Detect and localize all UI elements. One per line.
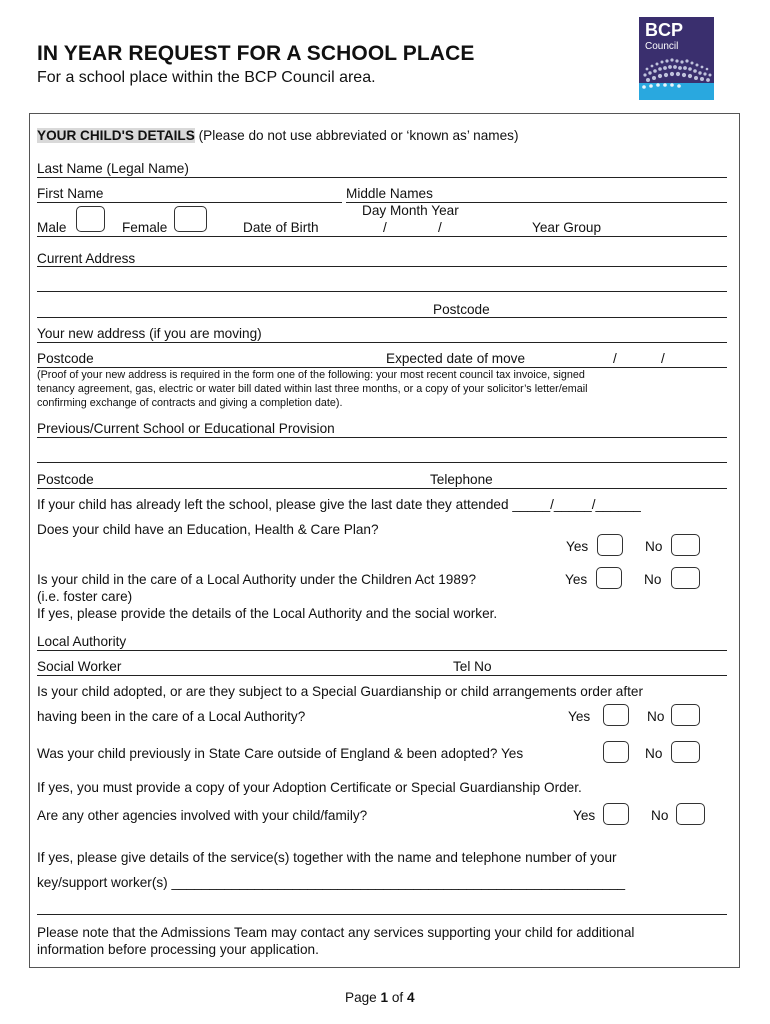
service-details-field[interactable] xyxy=(37,914,727,915)
last-name-label: Last Name (Legal Name) xyxy=(37,161,189,176)
proof-note-1: (Proof of your new address is required in the form one of the following: your most recent council tax invoice, signed xyxy=(37,369,585,381)
section-heading: YOUR CHILD'S DETAILS xyxy=(37,128,195,143)
ehcp-no-checkbox[interactable] xyxy=(671,534,700,556)
state-care-yes-checkbox[interactable] xyxy=(603,741,629,763)
page-subtitle: For a school place within the BCP Council area. xyxy=(37,69,376,86)
service-details-line-2: key/support worker(s) ____________________________________________________________ xyxy=(37,875,626,890)
foster-note: (i.e. foster care) xyxy=(37,589,133,604)
state-care-question: Was your child previously in State Care outside of England & been adopted? Yes xyxy=(37,746,524,761)
previous-school-field-1[interactable] xyxy=(37,437,727,438)
last-name-field[interactable] xyxy=(37,177,727,178)
agencies-yes-label: Yes xyxy=(573,808,596,823)
care-no-label: No xyxy=(644,572,662,587)
expected-move-label: Expected date of move xyxy=(386,351,526,366)
care-yes-label: Yes xyxy=(565,572,588,587)
service-details-line-1: If yes, please give details of the service(s) together with the name and telephone number of your xyxy=(37,850,617,865)
agencies-no-label: No xyxy=(651,808,669,823)
proof-note-2: tenancy agreement, gas, electric or water bill dated within last three months, or a copy of your solicitor’s letter/email xyxy=(37,383,588,395)
current-address-field-2[interactable] xyxy=(37,291,727,292)
middle-names-label: Middle Names xyxy=(346,186,433,201)
state-care-no-label: No xyxy=(645,746,663,761)
section-heading-row xyxy=(37,128,518,143)
agencies-yes-checkbox[interactable] xyxy=(603,803,629,825)
ehcp-question: Does your child have an Education, Health & Care Plan? xyxy=(37,522,379,537)
page-mid: of xyxy=(388,990,407,1005)
previous-school-label: Previous/Current School or Educational Provision xyxy=(37,421,335,436)
male-label: Male xyxy=(37,220,67,235)
current-address-field-1[interactable] xyxy=(37,266,727,267)
dob-column-header: Day Month Year xyxy=(362,203,459,218)
page-total: 4 xyxy=(406,990,415,1005)
previous-school-field-2[interactable] xyxy=(37,462,727,463)
local-authority-label: Local Authority xyxy=(37,634,127,649)
bcp-council-logo xyxy=(639,17,714,100)
page-prefix: Page xyxy=(345,990,381,1005)
postcode-field[interactable] xyxy=(37,317,727,318)
dob-label: Date of Birth xyxy=(243,220,319,235)
page-title: IN YEAR REQUEST FOR A SCHOOL PLACE xyxy=(37,42,475,65)
adopted-question-line-2: having been in the care of a Local Authority? xyxy=(37,709,306,724)
adopted-yes-checkbox[interactable] xyxy=(603,704,629,726)
dob-slash-1: / xyxy=(383,220,387,235)
social-worker-tel-field[interactable] xyxy=(37,675,727,676)
agencies-no-checkbox[interactable] xyxy=(676,803,705,825)
sex-dob-row-line xyxy=(37,236,727,237)
new-address-field[interactable] xyxy=(37,342,727,343)
first-name-field[interactable] xyxy=(37,202,342,203)
logo-text-sub: Council xyxy=(645,41,679,52)
female-label: Female xyxy=(122,220,168,235)
adopted-no-checkbox[interactable] xyxy=(671,704,700,726)
social-worker-label: Social Worker xyxy=(37,659,122,674)
section-note: (Please do not use abbreviated or ‘known as’ names) xyxy=(198,128,519,143)
dob-slash-2: / xyxy=(438,220,442,235)
ehcp-yes-checkbox[interactable] xyxy=(597,534,623,556)
adoption-certificate-note: If yes, you must provide a copy of your Adoption Certificate or Special Guardianship Order. xyxy=(37,780,582,795)
tel-no-label: Tel No xyxy=(453,659,492,674)
new-postcode-label: Postcode xyxy=(37,351,94,366)
male-checkbox[interactable] xyxy=(76,206,105,232)
postcode-label: Postcode xyxy=(433,302,490,317)
female-checkbox[interactable] xyxy=(174,206,207,232)
page-number xyxy=(345,990,415,1005)
adopted-yes-label: Yes xyxy=(568,709,591,724)
care-yes-checkbox[interactable] xyxy=(596,567,622,589)
adopted-no-label: No xyxy=(647,709,665,724)
page-current: 1 xyxy=(380,990,389,1005)
state-care-no-checkbox[interactable] xyxy=(671,741,700,763)
care-details-instruction: If yes, please provide the details of the Local Authority and the social worker. xyxy=(37,606,498,621)
school-postcode-telephone-field[interactable] xyxy=(37,488,727,489)
care-no-checkbox[interactable] xyxy=(671,567,700,589)
year-group-label: Year Group xyxy=(532,220,602,235)
ehcp-yes-label: Yes xyxy=(566,539,589,554)
new-address-label: Your new address (if you are moving) xyxy=(37,326,262,341)
ehcp-no-label: No xyxy=(645,539,663,554)
current-address-label: Current Address xyxy=(37,251,136,266)
first-name-label: First Name xyxy=(37,186,104,201)
admissions-note-1: Please note that the Admissions Team may contact any services supporting your child for additional xyxy=(37,925,635,940)
proof-note-3: confirming exchange of contracts and giving a completion date). xyxy=(37,397,343,409)
local-authority-field[interactable] xyxy=(37,650,727,651)
telephone-label: Telephone xyxy=(430,472,493,487)
agencies-question: Are any other agencies involved with your child/family? xyxy=(37,808,368,823)
move-slash-1: / xyxy=(613,351,617,366)
move-slash-2: / xyxy=(661,351,665,366)
form-frame xyxy=(29,113,740,968)
logo-text-main: BCP xyxy=(645,20,684,40)
logo-dots-graphic xyxy=(639,17,714,100)
adopted-question-line-1: Is your child adopted, or are they subject to a Special Guardianship or child arrangements order after xyxy=(37,684,644,699)
left-school-question: If your child has already left the school, please give the last date they attended _____/_____/______ xyxy=(37,497,641,512)
care-question: Is your child in the care of a Local Authority under the Children Act 1989? xyxy=(37,572,477,587)
admissions-note-2: information before processing your application. xyxy=(37,942,319,957)
school-postcode-label: Postcode xyxy=(37,472,94,487)
